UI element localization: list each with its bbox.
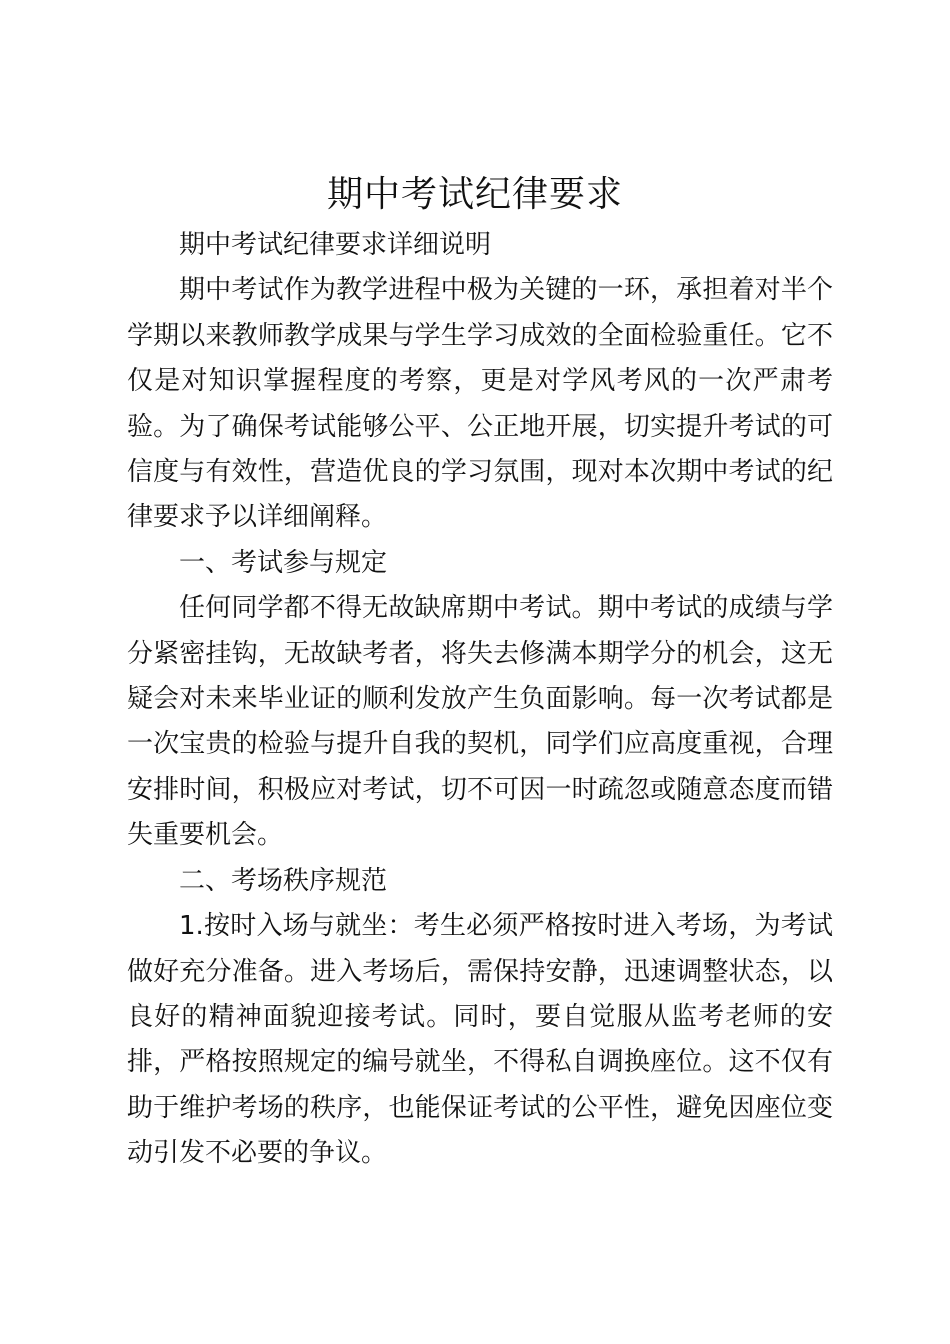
document-subtitle: 期中考试纪律要求详细说明 <box>179 230 492 260</box>
document-body <box>127 223 833 1177</box>
participation-paragraph: 任何同学都不得无故缺席期中考试。期中考试的成绩与学分紧密挂钩，无故缺考者，将失去修满本期学分的机会，这无疑会对未来毕业证的顺利发放产生负面影响。每一次考试都是一次宝贵的检验与提升自我的契机，同学们应高度重视，合理安排时间，积极应对考试，切不可因一时疏忽或随意态度而错失重要机会。 <box>127 593 833 851</box>
section-heading-participation: 一、考试参与规定 <box>179 547 388 578</box>
intro-paragraph: 期中考试作为教学进程中极为关键的一环，承担着对半个学期以来教师教学成果与学生学习成效的全面检验重任。它不仅是对知识掌握程度的考察，更是对学风考风的一次严肃考验。为了确保考试能够公平、公正地开展，切实提升考试的可信度与有效性，营造优良的学习氛围，现对本次期中考试的纪律要求予以详细阐释。 <box>127 275 833 533</box>
order-item-1-paragraph: 1.按时入场与就坐：考生必须严格按时进入考场，为考试做好充分准备。进入考场后，需保持安静，迅速调整状态，以良好的精神面貌迎接考试。同时，要自觉服从监考老师的安排，严格按照规定的编号就坐，不得私自调换座位。这不仅有助于维护考场的秩序，也能保证考试的公平性，避免因座位变动引发不必要的争议。 <box>127 911 833 1169</box>
section-heading-order: 二、考场秩序规范 <box>179 865 388 896</box>
document-title: 期中考试纪律要求 <box>326 174 623 215</box>
